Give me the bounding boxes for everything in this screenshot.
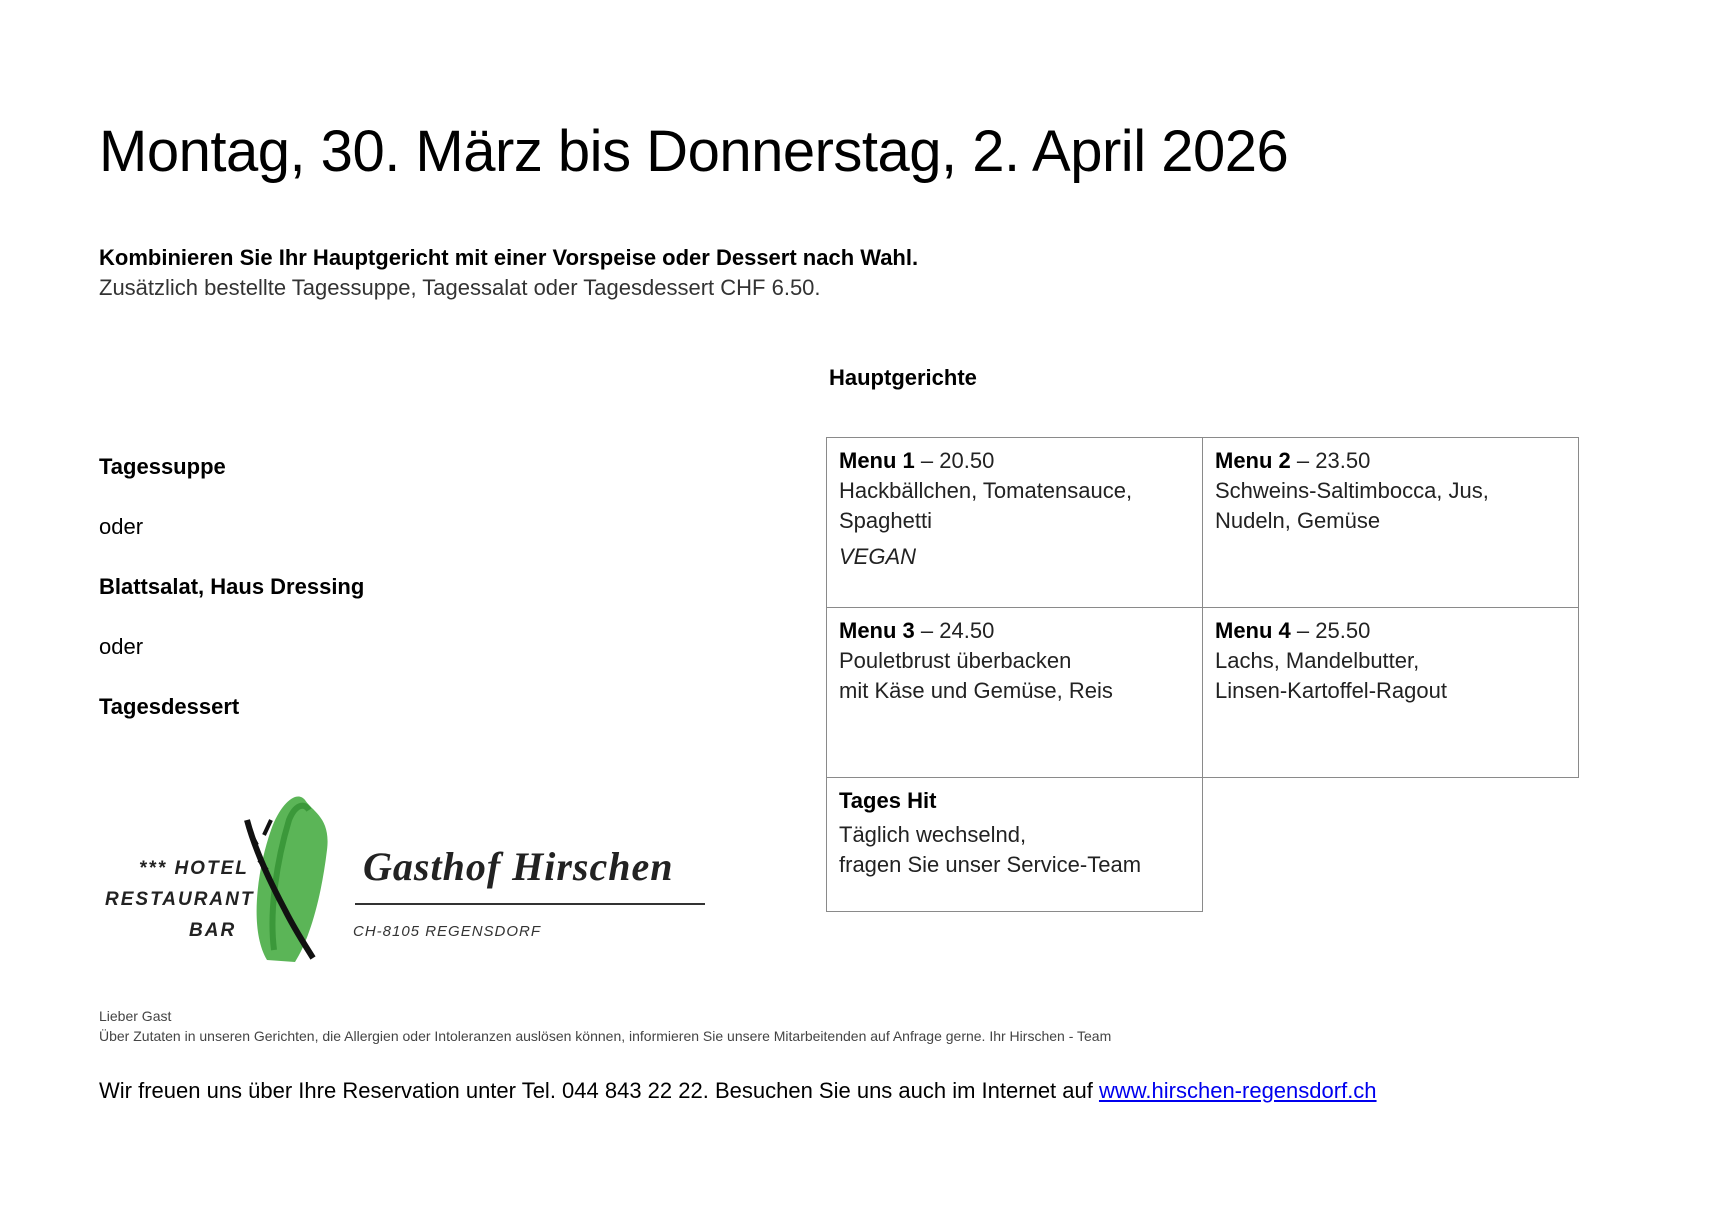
menu-tag-vegan: VEGAN xyxy=(839,544,917,569)
menu-description: Lachs, Mandelbutter, Linsen-Kartoffel-Ragout xyxy=(1215,648,1447,703)
menu-description: Pouletbrust überbacken mit Käse und Gemüse, Reis xyxy=(839,648,1113,703)
menu-description: Hackbällchen, Tomatensauce, Spaghetti xyxy=(839,478,1133,533)
starter-oder-1: oder xyxy=(99,514,144,539)
menu-cell-4 xyxy=(1202,607,1579,778)
logo-text-restaurant: RESTAURANT xyxy=(105,889,255,910)
menu-description: Täglich wechselnd, fragen Sie unser Service-Team xyxy=(839,822,1142,877)
menu-name: Menu 3 xyxy=(839,618,915,643)
logo-graphic-icon xyxy=(99,790,709,970)
logo-text-name: Gasthof Hirschen xyxy=(363,844,674,889)
reservation-text: Wir freuen uns über Ihre Reservation unter Tel. 044 843 22 22. Besuchen Sie uns auch im Internet auf xyxy=(99,1078,1099,1103)
hotel-logo xyxy=(99,790,709,970)
page-title: Montag, 30. März bis Donnerstag, 2. April 2026 xyxy=(99,119,1289,184)
logo-text-hotel: *** HOTEL xyxy=(139,858,249,879)
menu-price: – 25.50 xyxy=(1290,618,1371,643)
menu-price: – 20.50 xyxy=(914,448,995,473)
starter-blattsalat: Blattsalat, Haus Dressing xyxy=(99,574,365,599)
starter-oder-2: oder xyxy=(99,634,144,659)
menu-name: Menu 4 xyxy=(1215,618,1291,643)
website-link[interactable]: www.hirschen-regensdorf.ch xyxy=(1098,1078,1377,1103)
reservation-line xyxy=(99,1078,1377,1104)
menu-cell-tages-hit xyxy=(826,777,1203,912)
intro-plain-text: Zusätzlich bestellte Tagessuppe, Tagessalat oder Tagesdessert CHF 6.50. xyxy=(99,275,821,300)
menu-name: Menu 1 xyxy=(839,448,915,473)
menu-cell-2 xyxy=(1202,437,1579,608)
mains-heading: Hauptgerichte xyxy=(829,365,977,390)
menu-cell-1 xyxy=(826,437,1203,608)
allergy-notice xyxy=(99,1006,1111,1046)
logo-text-bar: BAR xyxy=(189,920,237,941)
menu-price: – 23.50 xyxy=(1290,448,1371,473)
logo-text-address: CH-8105 REGENSDORF xyxy=(353,923,542,940)
footer-greeting: Lieber Gast xyxy=(99,1008,172,1024)
menu-description: Schweins-Saltimbocca, Jus, Nudeln, Gemüse xyxy=(1215,478,1489,533)
starter-tagessuppe: Tagessuppe xyxy=(99,454,226,479)
menu-name: Tages Hit xyxy=(839,788,937,813)
menu-cell-3 xyxy=(826,607,1203,778)
menu-name: Menu 2 xyxy=(1215,448,1291,473)
intro-bold-text: Kombinieren Sie Ihr Hauptgericht mit einer Vorspeise oder Dessert nach Wahl. xyxy=(99,245,919,270)
starter-tagesdessert: Tagesdessert xyxy=(99,694,240,719)
menu-price: – 24.50 xyxy=(914,618,995,643)
footer-allergy-text: Über Zutaten in unseren Gerichten, die Allergien oder Intoleranzen auslösen können, informieren Sie unsere Mitarbeitenden auf Anfrage gerne. Ihr Hirschen - Team xyxy=(99,1028,1112,1044)
